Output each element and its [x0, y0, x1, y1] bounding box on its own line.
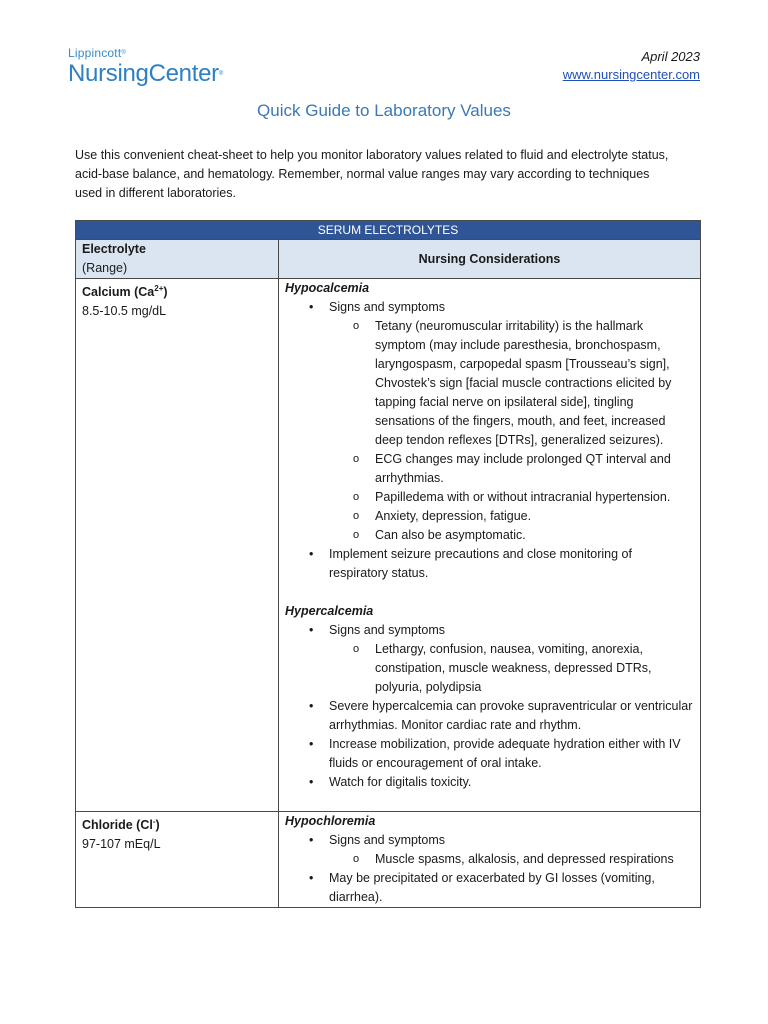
page-title: Quick Guide to Laboratory Values [257, 101, 511, 120]
logo-lippincott: Lippincott® [68, 46, 126, 60]
list-item: • May be precipitated or exacerbated by GI losses (vomiting, diarrhea). [329, 869, 694, 907]
electrolyte-range: 97-107 mEq/L [82, 837, 161, 852]
bullet-list [285, 831, 694, 907]
list-item: • Signs and symptoms o Muscle spasms, alkalosis, and depressed respirations [329, 831, 694, 869]
list-item: • Severe hypercalcemia can provoke supraventricular or ventricular arrhythmias. Monitor cardiac rate and rhythm. [329, 697, 694, 735]
intro-paragraph: Use this convenient cheat-sheet to help you monitor laboratory values related to fluid and electrolyte status, acid-base balance, and hematology. Remember, normal value ranges may vary according to techniques used in different laboratories. [75, 148, 669, 200]
lab-values-table [75, 220, 701, 908]
condition-title: Hypocalcemia [285, 281, 370, 295]
electrolyte-cell-chloride [76, 812, 279, 908]
list-item: • Implement seizure precautions and close monitoring of respiratory status. [329, 545, 694, 583]
table-row [76, 279, 701, 812]
sub-list [329, 640, 694, 697]
list-item: o Papilledema with or without intracranial hypertension. [375, 488, 694, 507]
list-item: • Increase mobilization, provide adequate hydration either with IV fluids or encouragement of oral intake. [329, 735, 694, 773]
publish-date: April 2023 [641, 49, 700, 64]
bullet-list [285, 298, 694, 583]
logo-nursingcenter: NursingCenter® [68, 60, 223, 87]
nursingcenter-logo [68, 46, 223, 88]
column-header-considerations: Nursing Considerations [279, 240, 701, 279]
list-item: o Lethargy, confusion, nausea, vomiting, anorexia, constipation, muscle weakness, depressed DTRs, polyuria, polydipsia [375, 640, 694, 697]
column-header-row [76, 240, 701, 279]
list-item: o Tetany (neuromuscular irritability) is the hallmark symptom (may include paresthesia, bronchospasm, laryngospasm, carpopedal spasm [Trousseau’s sign], Chvostek’s sign [facial muscle contractions elicited by tapping facial nerve on ipsilateral side], tingling sensations of the fingers, mouth, and feet, increased deep tendon reflexes [DTRs], generalized seizures). [375, 317, 694, 450]
electrolyte-name: Calcium $(Ca^{2+})$ [82, 284, 168, 300]
electrolyte-range: 8.5-10.5 mg/dL [82, 304, 167, 319]
table-row [76, 812, 701, 908]
list-item: • Signs and symptoms o Lethargy, confusion, nausea, vomiting, anorexia, constipation, muscle weakness, depressed DTRs, polyuria, polydipsia [329, 621, 694, 697]
list-item: • Watch for digitalis toxicity. [329, 773, 694, 792]
list-item: o Muscle spasms, alkalosis, and depressed respirations [375, 850, 694, 869]
list-item: o Anxiety, depression, fatigue. [375, 507, 694, 526]
electrolyte-name: Chloride (Cl-) [82, 817, 160, 833]
condition-title: Hypochloremia [285, 814, 376, 828]
list-item: • Signs and symptoms o Tetany (neuromuscular irritability) is the hallmark symptom (may include paresthesia, bronchospasm, laryngospasm, carpopedal spasm [Trousseau’s sign], Chvostek’s sign [facial muscle contractions elicited by tapping facial nerve on ipsilateral side], tingling sensations of the fingers, mouth, and feet, increased deep tendon reflexes [DTRs], generalized seizures). o ECG changes may include prolonged QT interval and arrhythmias. o Papilledema with or without intracranial hypertension. o Anxiety, depression, fatigue. o Can also be asymptomatic. [329, 298, 694, 545]
sub-list [329, 850, 694, 869]
bullet-list [285, 621, 694, 792]
list-item: o ECG changes may include prolonged QT interval and arrhythmias. [375, 450, 694, 488]
header-meta [563, 48, 700, 84]
list-item: o Can also be asymptomatic. [375, 526, 694, 545]
sub-list [329, 317, 694, 545]
column-header-electrolyte: Electrolyte (Range) [76, 240, 279, 279]
condition-title: Hypercalcemia [285, 604, 374, 618]
website-link[interactable]: www.nursingcenter.com [562, 67, 700, 82]
section-header: SERUM ELECTROLYTES [76, 221, 701, 240]
considerations-cell-calcium [279, 279, 701, 812]
considerations-cell-chloride [279, 812, 701, 908]
electrolyte-cell-calcium [76, 279, 279, 812]
